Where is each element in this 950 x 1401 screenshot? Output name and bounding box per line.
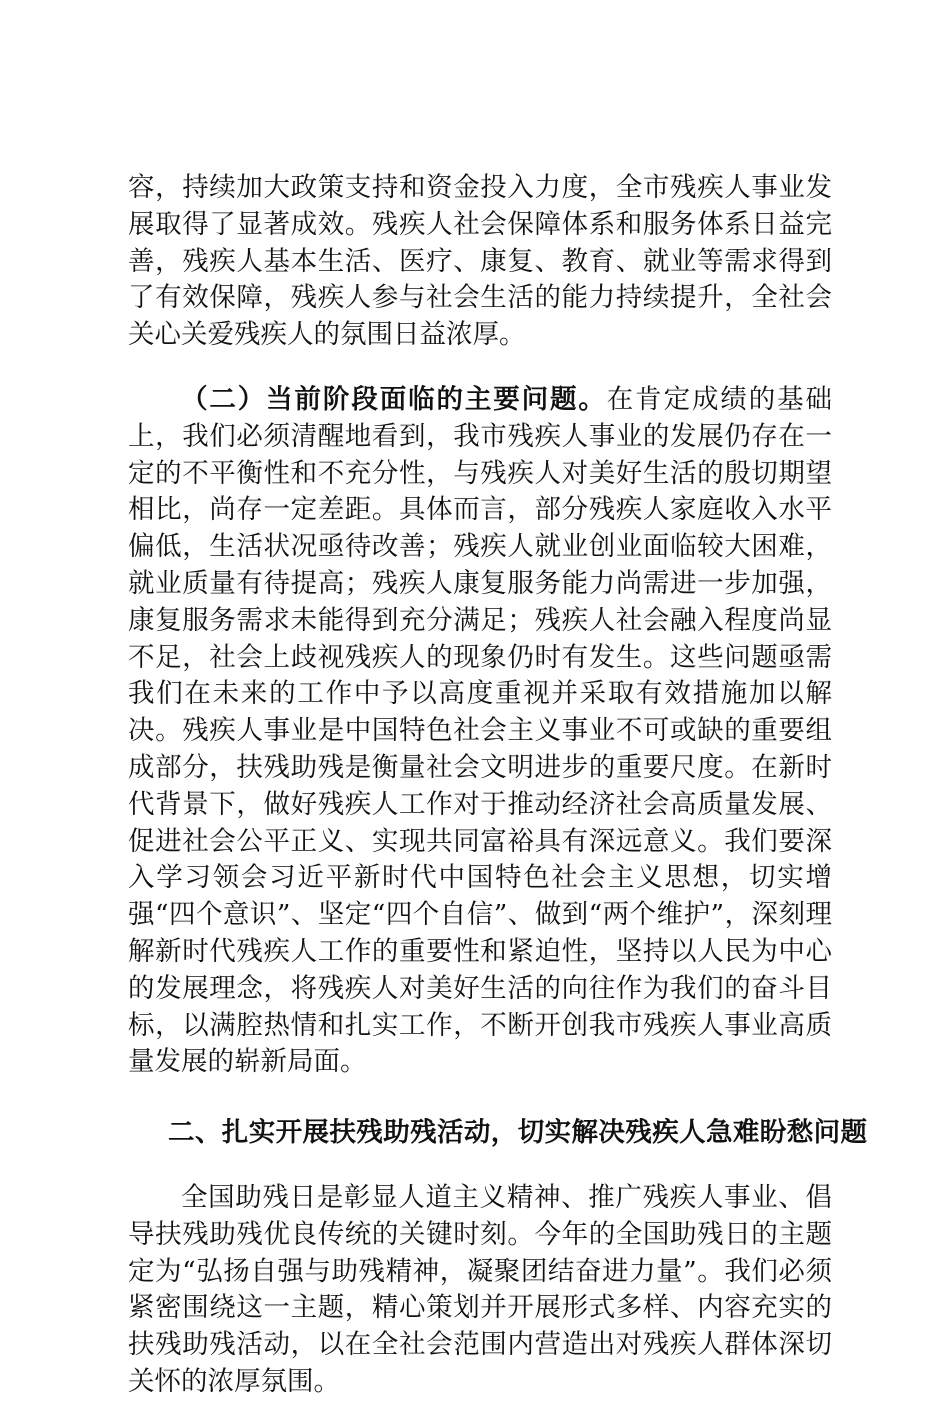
- paragraph-continued: 容，持续加大政策支持和资金投入力度，全市残疾人事业发展取得了显著成效。残疾人社会保障体系和服务体系日益完善，残疾人基本生活、医疗、康复、教育、就业等需求得到了有效保障，残疾人参与社会生活的能力持续提升，全社会关心关爱残疾人的氛围日益浓厚。: [128, 172, 832, 351]
- paragraph-current-problems-body: 在肯定成绩的基础上，我们必须清醒地看到，我市残疾人事业的发展仍存在一定的不平衡性和不充分性，与残疾人对美好生活的殷切期望相比，尚存一定差距。具体而言，部分残疾人家庭收入水平偏低，生活状况亟待改善；残疾人就业创业面临较大困难，就业质量有待提高；残疾人康复服务能力尚需进一步加强，康复服务需求未能得到充分满足；残疾人社会融入程度尚显不足，社会上歧视残疾人的现象仍时有发生。这些问题亟需我们在未来的工作中予以高度重视并采取有效措施加以解决。残疾人事业是中国特色社会主义事业不可或缺的重要组成部分，扶残助残是衡量社会文明进步的重要尺度。在新时代背景下，做好残疾人工作对于推动经济社会高质量发展、促进社会公平正义、实现共同富裕具有深远意义。我们要深入学习领会习近平新时代中国特色社会主义思想，切实增强“四个意识”、坚定“四个自信”、做到“两个维护”，深刻理解新时代残疾人工作的重要性和紧迫性，坚持以人民为中心的发展理念，将残疾人对美好生活的向往作为我们的奋斗目标，以满腔热情和扎实工作，不断开创我市残疾人事业高质量发展的崭新局面。: [128, 383, 833, 1078]
- subsection-heading: （二）当前阶段面临的主要问题。: [181, 383, 607, 415]
- paragraph-current-problems: [128, 382, 832, 1081]
- section-heading: 二、扎实开展扶残助残活动，切实解决残疾人急难盼愁问题: [168, 1117, 868, 1149]
- paragraph-disability-day: 全国助残日是彰显人道主义精神、推广残疾人事业、倡导扶残助残优良传统的关键时刻。今年的全国助残日的主题定为“弘扬自强与助残精神，凝聚团结奋进力量”。我们必须紧密围绕这一主题，精心策划并开展形式多样、内容充实的扶残助残活动，以在全社会范围内营造出对残疾人群体深切关怀的浓厚氛围。: [128, 1181, 832, 1397]
- document-body: [128, 170, 868, 1401]
